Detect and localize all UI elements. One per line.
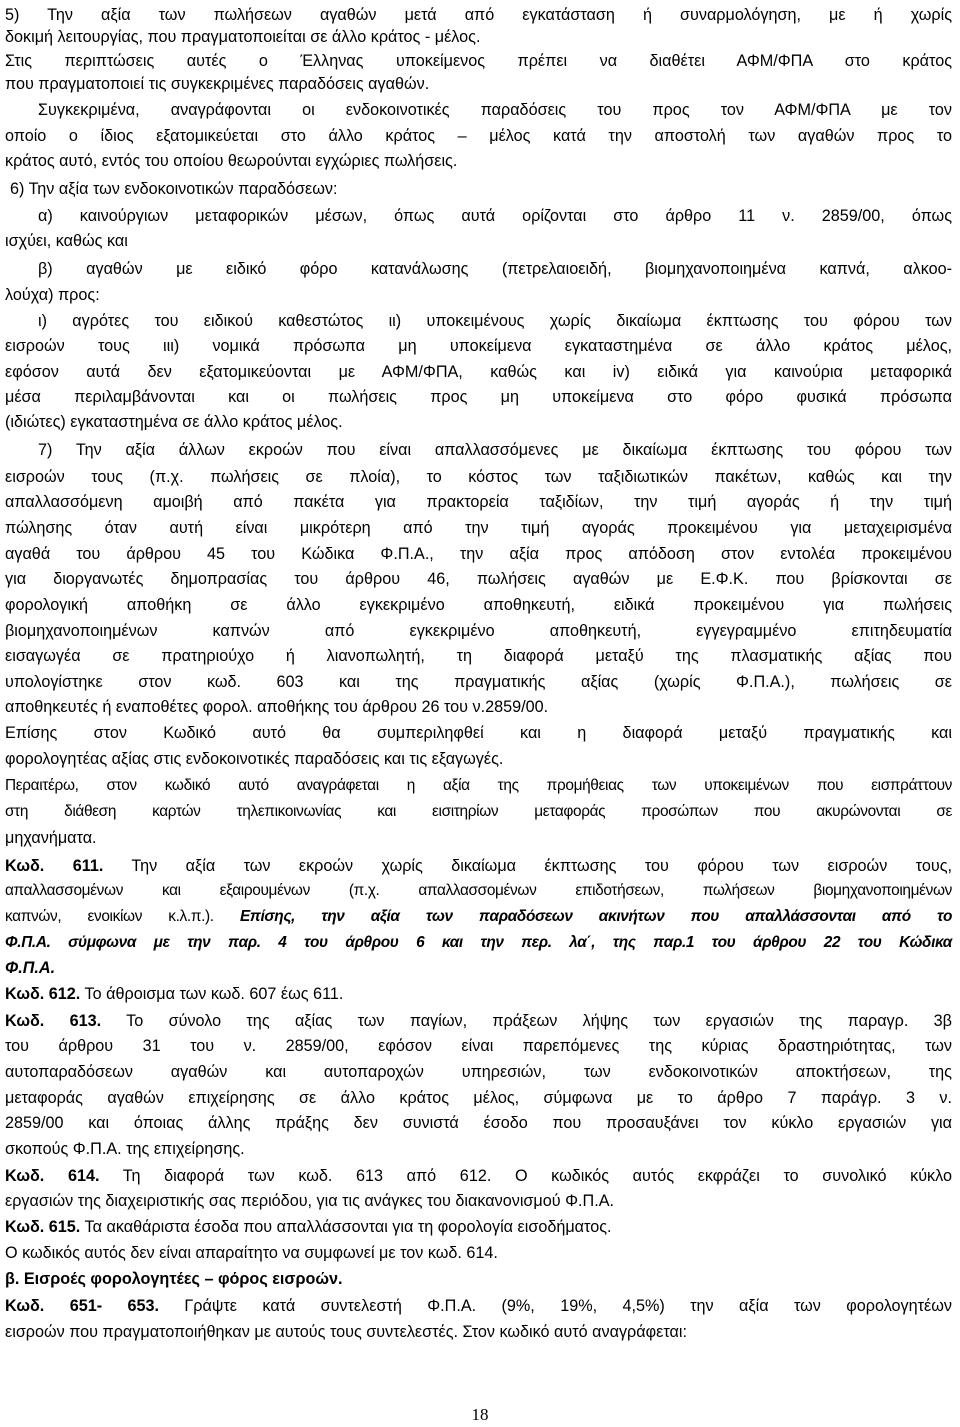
text-run: μηχανήματα.	[5, 829, 97, 847]
text-line	[5, 411, 952, 433]
text-line	[5, 1165, 952, 1187]
text-run: εισροών που πραγματοποιήθηκαν με αυτούς τους συντελεστές. Στον κωδικό αυτό αναγράφεται:	[5, 1323, 687, 1341]
text-line	[5, 645, 952, 667]
text-line	[5, 230, 952, 252]
text-run: κράτος αυτό, εντός του οποίου θεωρούνται εγχώριες πωλήσεις.	[5, 152, 458, 170]
text-run: Ο κωδικός αυτός δεν είναι απαραίτητο να συμφωνεί με τον κωδ. 614.	[5, 1244, 498, 1262]
bold-text: β. Εισροές φορολογητέες – φόρος εισροών.	[5, 1270, 343, 1288]
text-run: του άρθρου 31 του ν. 2859/00, εφόσον είναι παρεπόμενες της κύριας δραστηριότητας, των	[5, 1037, 952, 1055]
text-line	[5, 361, 952, 383]
text-run: εφόσον αυτά δεν εξατομικεύονται με ΑΦΜ/ΦΠΑ, καθώς και iv) ειδικά για καινούρια μεταφορικά	[5, 363, 952, 381]
bold-italic-text: Φ.Π.Α.	[5, 959, 56, 977]
text-run: πώλησης όταν αυτή είναι μικρότερη από την τιμή αγοράς προκειμένου για μεταχειρισμένα	[5, 519, 952, 537]
text-line	[5, 957, 952, 979]
bold-italic-text: Φ.Π.Α. σύμφωνα με την παρ. 4 του άρθρου 6 και την περ. λα΄, της παρ.1 του άρθρου 22 του Κώδικα	[5, 934, 952, 951]
text-run: εισροών τους ιιι) νομικά πρόσωπα μη υποκείμενα εγκαταστημένα σε άλλο κράτος μέλος,	[5, 337, 952, 355]
text-line	[5, 827, 952, 849]
text-line	[5, 125, 952, 147]
text-line	[5, 1216, 952, 1238]
text-run: Συγκεκριμένα, αναγράφονται οι ενδοκοινοτικές παραδόσεις του προς τον ΑΦΜ/ΦΠΑ με τον	[38, 101, 952, 119]
text-line	[5, 284, 952, 306]
text-line	[5, 73, 952, 95]
text-run: 2859/00 και όποιας άλλης πράξης δεν συνιστά έσοδο που προσαυξάνει τον κύκλο εργασιών για	[5, 1114, 952, 1132]
text-run: Τα ακαθάριστα έσοδα που απαλλάσσονται για τη φορολογία εισοδήματος.	[80, 1218, 612, 1236]
bold-italic-text: Επίσης, την αξία των παραδόσεων ακινήτων που απαλλάσσονται από το	[239, 908, 952, 925]
text-run: 6) Την αξία των ενδοκοινοτικών παραδόσεων:	[10, 180, 338, 198]
text-line	[5, 1087, 952, 1109]
bold-text: Κωδ. 651- 653.	[5, 1297, 159, 1315]
text-run: εισαγωγέα σε πρατηριούχο ή λιανοπωλητή, τη διαφορά μεταξύ της πλασματικής αξίας που	[5, 647, 952, 665]
text-line	[5, 26, 952, 48]
text-run: 5) Την αξία των πωλήσεων αγαθών μετά από εγκατάσταση ή συναρμολόγηση, με ή χωρίς	[5, 6, 952, 24]
bold-text: Κωδ. 611.	[5, 857, 104, 875]
text-line	[5, 568, 952, 590]
text-line	[5, 722, 952, 744]
text-line	[5, 4, 952, 26]
text-line	[5, 880, 952, 902]
text-run: Γράψτε κατά συντελεστή Φ.Π.Α. (9%, 19%, 4,5%) την αξία των φορολογητέων	[159, 1297, 952, 1315]
text-line	[5, 775, 952, 797]
text-run: ι) αγρότες του ειδικού καθεστώτος ιι) υποκειμένους χωρίς δικαίωμα έκπτωσης του φόρου των	[38, 312, 952, 330]
text-run: εργασιών της διαχειριστικής σας περιόδου, για τις ανάγκες του διακανονισμού Φ.Π.Α.	[5, 1192, 614, 1210]
text-run: Επίσης στον Κωδικό αυτό θα συμπεριληφθεί και η διαφορά μεταξύ πραγματικής και	[5, 724, 952, 742]
text-line	[5, 983, 952, 1005]
text-run: μέσα περιλαμβάνονται και οι πωλήσεις προς μη υποκείμενα στο φόρο φυσικά πρόσωπα	[5, 388, 952, 406]
text-run: μεταφοράς αγαθών επιχείρησης σε άλλο κράτος μέλος, σύμφωνα με το άρθρο 7 παράγρ. 3 ν.	[5, 1089, 952, 1107]
text-run: φορολογική αποθήκη σε άλλο εγκεκριμένο αποθηκευτή, ειδικά προκειμένου για πωλήσεις	[5, 596, 952, 614]
text-line	[5, 1035, 952, 1057]
text-run: εισροών τους (π.χ. πωλήσεις σε πλοία), το κόστος των ταξιδιωτικών πακέτων, καθώς και την	[5, 468, 952, 486]
text-line	[5, 855, 952, 877]
text-line	[5, 1190, 952, 1212]
text-run: 7) Την αξία άλλων εκροών που είναι απαλλασσόμενες με δικαίωμα έκπτωσης του φόρου των	[38, 441, 952, 459]
text-run: απαλλασσομένων και εξαιρουμένων (π.χ. απαλλασσομένων επιδοτήσεων, πωλήσεων βιομηχανοποιημένων	[5, 882, 952, 899]
text-run: ισχύει, καθώς και	[5, 232, 128, 250]
text-run: σκοπούς Φ.Π.Α. της επιχείρησης.	[5, 1140, 245, 1158]
text-line	[5, 1295, 952, 1317]
text-line	[5, 1242, 952, 1264]
text-run: οποίο ο ίδιος εξατομικεύεται στο άλλο κράτος – μέλος κατά την αποστολή των αγαθών προς το	[5, 127, 952, 145]
text-line	[5, 671, 952, 693]
text-line	[5, 386, 952, 408]
text-line	[5, 906, 952, 928]
text-run: λούχα) προς:	[5, 286, 100, 304]
text-line	[5, 517, 952, 539]
text-run: υπολογίστηκε στον κωδ. 603 και της πραγματικής αξίας (χωρίς Φ.Π.Α.), πωλήσεις σε	[5, 673, 952, 691]
text-line	[5, 932, 952, 954]
text-run: αποθηκευτές ή εναποθέτες φορολ. αποθήκης του άρθρου 26 του ν.2859/00.	[5, 698, 549, 716]
text-run: Το σύνολο της αξίας των παγίων, πράξεων λήψης των εργασιών της παραγρ. 3β	[101, 1012, 952, 1030]
text-line	[5, 543, 952, 565]
text-line	[38, 99, 952, 121]
text-run: αυτοπαραδόσεων αγαθών και αυτοπαροχών υπηρεσιών, των ενδοκοινοτικών αποκτήσεων, της	[5, 1063, 952, 1081]
text-line	[38, 205, 952, 227]
text-run: Την αξία των εκροών χωρίς δικαίωμα έκπτωσης του φόρου των εισροών τους,	[103, 857, 952, 875]
text-line	[10, 178, 952, 200]
text-run: Το άθροισμα των κωδ. 607 έως 611.	[80, 985, 344, 1003]
text-line	[5, 696, 952, 718]
text-line	[5, 801, 952, 823]
text-run: απαλλασσόμενη αμοιβή από πακέτα για πρακτορεία ταξιδίων, την τιμή αγοράς ή την τιμή	[5, 493, 952, 511]
text-run: που πραγματοποιεί τις συγκεκριμένες παραδόσεις αγαθών.	[5, 75, 430, 93]
text-run: αγαθά του άρθρου 45 του Κώδικα Φ.Π.Α., την αξία προς απόδοση στον εντολέα προκειμένου	[5, 545, 952, 563]
text-line	[5, 150, 952, 172]
text-line	[5, 491, 952, 513]
text-run: Στις περιπτώσεις αυτές ο Έλληνας υποκείμενος πρέπει να διαθέτει ΑΦΜ/ΦΠΑ στο κράτος	[5, 52, 952, 70]
text-line	[5, 335, 952, 357]
text-line	[5, 1010, 952, 1032]
text-line	[5, 1268, 952, 1290]
text-line	[5, 1061, 952, 1083]
text-run: βιομηχανοποιημένων καπνών από εγκεκριμένο αποθηκευτή, εγγεγραμμένο επιτηδευματία	[5, 622, 952, 640]
text-line	[5, 1321, 952, 1343]
text-run: για διοργανωτές δημοπρασίας του άρθρου 46, πωλήσεις αγαθών με Ε.Φ.Κ. που βρίσκονται σε	[5, 570, 952, 588]
bold-text: Κωδ. 614.	[5, 1167, 100, 1185]
text-line	[5, 1138, 952, 1160]
text-line	[5, 748, 952, 770]
text-line	[38, 439, 952, 461]
bold-text: Κωδ. 612.	[5, 985, 81, 1003]
text-run: καπνών, ενοικίων κ.λ.π.).	[5, 908, 240, 925]
text-line	[5, 466, 952, 488]
text-run: α) καινούργιων μεταφορικών μέσων, όπως αυτά ορίζονται στο άρθρο 11 ν. 2859/00, όπως	[38, 207, 952, 225]
text-run: Τη διαφορά των κωδ. 613 από 612. Ο κωδικός αυτός εκφράζει το συνολικό κύκλο	[99, 1167, 952, 1185]
bold-text: Κωδ. 615.	[5, 1218, 81, 1236]
text-run: β) αγαθών με ειδικό φόρο κατανάλωσης (πετρελαιοειδή, βιομηχανοποιημένα καπνά, αλκοο-	[38, 260, 952, 278]
page-number: 18	[471, 1405, 489, 1424]
text-line	[5, 620, 952, 642]
text-run: (ιδιώτες) εγκαταστημένα σε άλλο κράτος μέλος.	[5, 413, 343, 431]
text-line	[5, 50, 952, 72]
bold-text: Κωδ. 613.	[5, 1012, 102, 1030]
text-run: στη διάθεση καρτών τηλεπικοινωνίας και εισιτηρίων μεταφοράς προσώπων που ακυρώνονται σε	[5, 803, 952, 820]
text-line	[38, 310, 952, 332]
text-line	[38, 258, 952, 280]
text-line	[5, 594, 952, 616]
text-run: Περαιτέρω, στον κωδικό αυτό αναγράφεται η αξία της προμήθειας των υποκειμένων που εισπράττουν	[5, 777, 952, 794]
text-run: δοκιμή λειτουργίας, που πραγματοποιείται σε άλλο κράτος - μέλος.	[5, 28, 481, 46]
text-run: φορολογητέας αξίας στις ενδοκοινοτικές παραδόσεις και τις εξαγωγές.	[5, 750, 504, 768]
text-line	[5, 1112, 952, 1134]
